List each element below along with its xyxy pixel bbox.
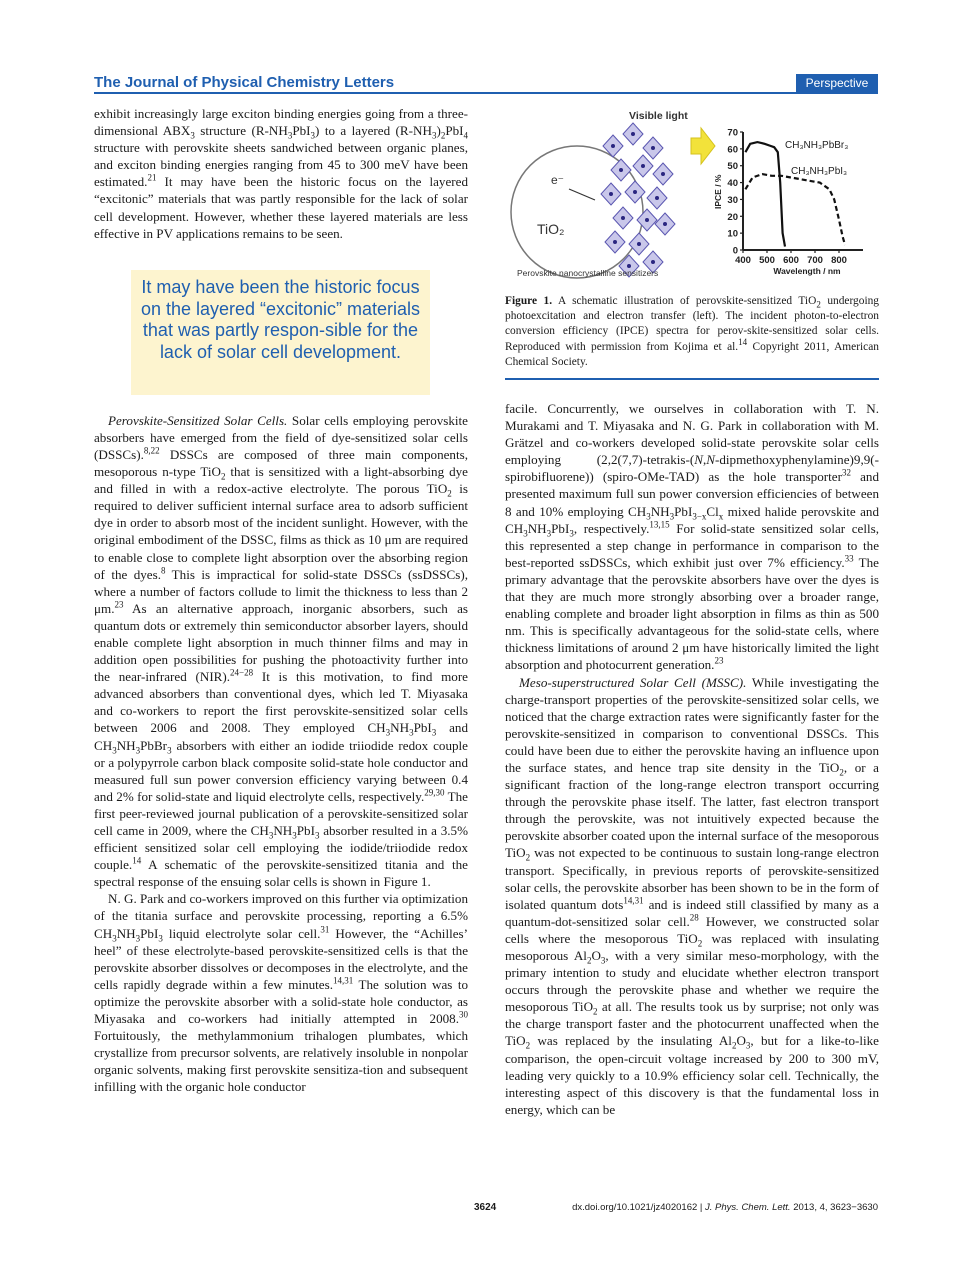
- electron-label: e⁻: [551, 173, 565, 187]
- figure-svg: [505, 104, 879, 290]
- octahedron-center: [645, 218, 649, 222]
- left-paragraph-3: N. G. Park and co-workers improved on this further via optimization of the titania surface and perovskite processing, reporting a 6.5% $CH_3NH_3PbI_3$ liquid electrolyte solar cell.$^{31}$ However, the “Achilles’ heel” of these electrolyte-based perovskite-sensitized cells is that the perovskite absorber dissolves or decomposes in the electrolyte, and the cells rapidly degrade within a few minutes.$^{14,31}$ The solution was to optimize the perovskite absorber with a solid-state hole conductor, as Miyasaka and co-workers had initially attempted in 2008.30 Fortuitously, the methylammonium trihalogen plumbates, which crystallize from precursor solvents, are relatively insoluble in nonpolar organic solvents, making first perovskite sensitiza-tion and subsequent infilling with the organic hole conductor: [94, 891, 469, 1095]
- octahedron-center: [611, 144, 615, 148]
- octahedron-center: [651, 260, 655, 264]
- visible-light-label: Visible light: [629, 110, 688, 122]
- octahedron-center: [613, 240, 617, 244]
- right-paragraph-2: Meso-superstructured Solar Cell (MSSC). While investigating the charge-transport properties of the perovskite-sensitized solar cells, we noticed that the charge extraction rates were significantly faster for the perovskite-sensitized in comparison to conventional DSSCs. This could have been due to either the perovskite having an influence upon the surface states, and hence trap site density in the TiO$_2$, or a significant fraction of the long-range electron transport occurring through the perovskite phase itself. The latter, fast electron transport through the perovskite, was not intuitively expected because the perovskite absorber coated upon the internal surface of the mesoporous TiO$_2$ was not expected to be continuous to sustain long-range electron transport. Specifically, in previous reports of perovskite-sensitized solar cells, the perovskite absorber has been shown to be in the form of isolated quantum dots$^{14,31}$ and is indeed still classified by many as a quantum-dot-sensitized solar cell.$^{28}$ However, we constructed solar cells where the mesoporous TiO$_2$ was replaced with insulating mesoporous $Al_2O_3$, with a very similar meso-morphology, with the primary intention to study and elucidate whether electron transport occurs through the perovskite phase and whether we require the mesoporous TiO$_2$ at all. The results took us by surprise; not only was the charge transport faster and the photocurrent unaffected when the TiO$_2$ was replaced by the insulating $Al_2O_3$, but for a like-to-like comparison, the open-circuit voltage increased by 200 to 300 mV, leading very quickly to a 10.9% efficiency solar cell. Technically, the interesting aspect of this discovery is that the fundamental loss in energy, which can be: [505, 674, 879, 1117]
- section-badge: Perspective: [796, 74, 878, 93]
- header-rule: [94, 92, 878, 94]
- y-tick-label: 20: [727, 211, 738, 223]
- y-tick-label: 40: [727, 178, 738, 190]
- x-tick-label: 800: [831, 255, 847, 266]
- y-axis-label: IPCE / %: [713, 174, 723, 209]
- right-paragraph-1: facile. Concurrently, we ourselves in collaboration with T. N. Murakami and T. Miyasaka and N. G. Park in collaboration with M. Grätzel and co-workers developed solid-state perovskite solar cells employing (2,2(7,7)-tetrakis-(N,N-dipmethoxyphenylamine)9,9(-spirobifluorene)) (spiro-OMe-TAD) as the hole transporter$^{32}$ and presented maximum full sun power conversion efficiencies of between 8 and 10% employing $CH_3NH_3PbI_{3-x}Cl_x$ mixed halide perovskite and $CH_3NH_3PbI_3$, respectively.$^{13,15}$ For solid-state sensitized solar cells, this represented a step change in performance in comparison to the best-reported ssDSSCs, which exhibit just over 7% efficiency.$^{33}$ The primary advantage that the perovskite absorbers have over the dyes is that they are much more strongly absorbing over a broader range, enabling complete and broader light absorption in films as thin as 500 nm. This is specifically advantageous for the solid-state cells, where thickness limitations of around 2 μm have historically limited the light absorption and photocurrent generation.$^{23}$: [505, 401, 879, 673]
- figure-caption: Figure 1. A schematic illustration of perovskite-sensitized TiO$_2$ undergoing photoexcitation and electron transfer (left). The incident photon-to-electron conversion efficiency (IPCE) spectra for perov-skite-sensitized solar cells. Reproduced with permission from Kojima et al.$^{14}$ Copyright 2011, American Chemical Society.: [505, 295, 879, 368]
- legend-pbbr3: CH₃NH₃PbBr₃: [785, 140, 849, 151]
- caption-rule: [505, 378, 879, 380]
- y-tick-label: 30: [727, 194, 738, 206]
- left-paragraph-1: exhibit increasingly large exciton binding energies going from a three-dimensional $ABX_3$ structure $(R-NH_3PbI_3)$ to a layered $(R-NH_3)_2PbI_4$ structure with perovskite sheets sandwiched between organic planes, and exciton binding energies ranging from 45 to 300 meV have been estimated.$^{21}$ It may have been the historic focus on the layered “excitonic” materials that was partly responsible for the lack of solar cell development. However, whether these layered materials are less effective in PV applications remains to be seen.: [94, 106, 469, 241]
- series-pbbr3-line: [745, 142, 785, 247]
- footer-citation: dx.doi.org/10.1021/jz4020162 | J. Phys. Chem. Lett. 2013, 4, 3623−3630: [572, 1202, 878, 1213]
- x-tick-label: 400: [735, 255, 751, 266]
- tio2-label: TiO₂: [537, 221, 565, 237]
- octahedron-center: [661, 172, 665, 176]
- page-number: 3624: [474, 1202, 497, 1213]
- pull-quote: It may have been the historic focus on the layered “excitonic” materials that was partly respon-sible for the lack of solar cell development.: [131, 270, 430, 395]
- y-tick-label: 70: [727, 127, 738, 139]
- ipce-chart: [713, 128, 863, 277]
- y-tick-label: 50: [727, 161, 738, 173]
- y-tick-label: 0: [732, 245, 738, 257]
- octahedron-center: [619, 168, 623, 172]
- x-axis-label: Wavelength / nm: [773, 266, 841, 276]
- x-tick-label: 500: [759, 255, 775, 266]
- series-pbi3-line: [745, 174, 845, 245]
- octahedron-center: [655, 196, 659, 200]
- legend-pbi3: CH₃NH₃PbI₃: [791, 166, 848, 177]
- x-tick-label: 700: [807, 255, 823, 266]
- x-ticks: [735, 250, 847, 266]
- y-tick-label: 60: [727, 144, 738, 156]
- right-column: [505, 400, 879, 1118]
- octahedron-center: [609, 192, 613, 196]
- octahedron-center: [651, 146, 655, 150]
- x-tick-label: 600: [783, 255, 799, 266]
- bottom-label: Perovskite nanocrystalline sensitizers: [517, 268, 659, 278]
- octahedron-center: [621, 216, 625, 220]
- y-tick-label: 10: [727, 228, 738, 240]
- octahedron-center: [641, 164, 645, 168]
- visible-light-arrow: [691, 128, 715, 164]
- left-paragraph-2: Perovskite-Sensitized Solar Cells. Solar cells employing perovskite absorbers have emerged from the field of dye-sensitized solar cells (DSSCs).$^{8,22}$ DSSCs are composed of three main components, mesoporous n-type TiO$_2$ that is sensitized with a light-absorbing dye and filled in with a redox-active electrolyte. The porous TiO$_2$ is required to deliver sufficient internal surface area to adsorb sufficient dye in order to absorb most of the incident sunlight. However, with the original embodiment of the DSSC, films as thick as 10 μm are required to enable close to complete light absorption over the absorbing region of the dyes.$^8$ This is impractical for solid-state DSSCs (ssDSSCs), where a number of factors collude to limit the thickness to less than 2 μm.$^{23}$ As an alternative approach, inorganic absorbers, such as quantum dots or extremely thin semiconductor absorber layers, should enable complete light absorption in much thinner films and may in addition open possibilities for pushing the photoactivity further into the near-infrared (NIR).$^{24-28}$ It is this motivation, to find more advanced absorbers than conventional dyes, which led T. Miyasaka and co-workers to report the first perovskite-sensitized solar cells between 2006 and 2008. They employed $CH_3NH_3PbI_3$ and $CH_3NH_3PbBr_3$ absorbers with either an iodide triiodide redox couple or a polypyrrole carbon black composite solid-state hole conductor and measured full sun power conversion efficiency varying between 0.4 and 2% for solid-state and liquid electrolyte cells, respectively.$^{29,30}$ The first peer-reviewed journal publication of a perovskite-sensitized solar cell came in 2009, where the $CH_3NH_3PbI_3$ absorber resulted in a 3.5% efficient sensitized solar cell employing the iodide/triiodide redox couple.$^{14}$ A schematic of the perovskite-sensitized titania and the spectral response of the ensuing solar cells is shown in Figure 1.: [94, 412, 468, 890]
- octahedron-center: [637, 242, 641, 246]
- y-ticks: [727, 128, 743, 257]
- octahedron-center: [663, 222, 667, 226]
- octahedron-center: [631, 132, 635, 136]
- octahedron-center: [633, 190, 637, 194]
- left-column: [94, 105, 468, 1096]
- figure-1: [505, 104, 879, 290]
- journal-title: The Journal of Physical Chemistry Letters: [94, 74, 395, 91]
